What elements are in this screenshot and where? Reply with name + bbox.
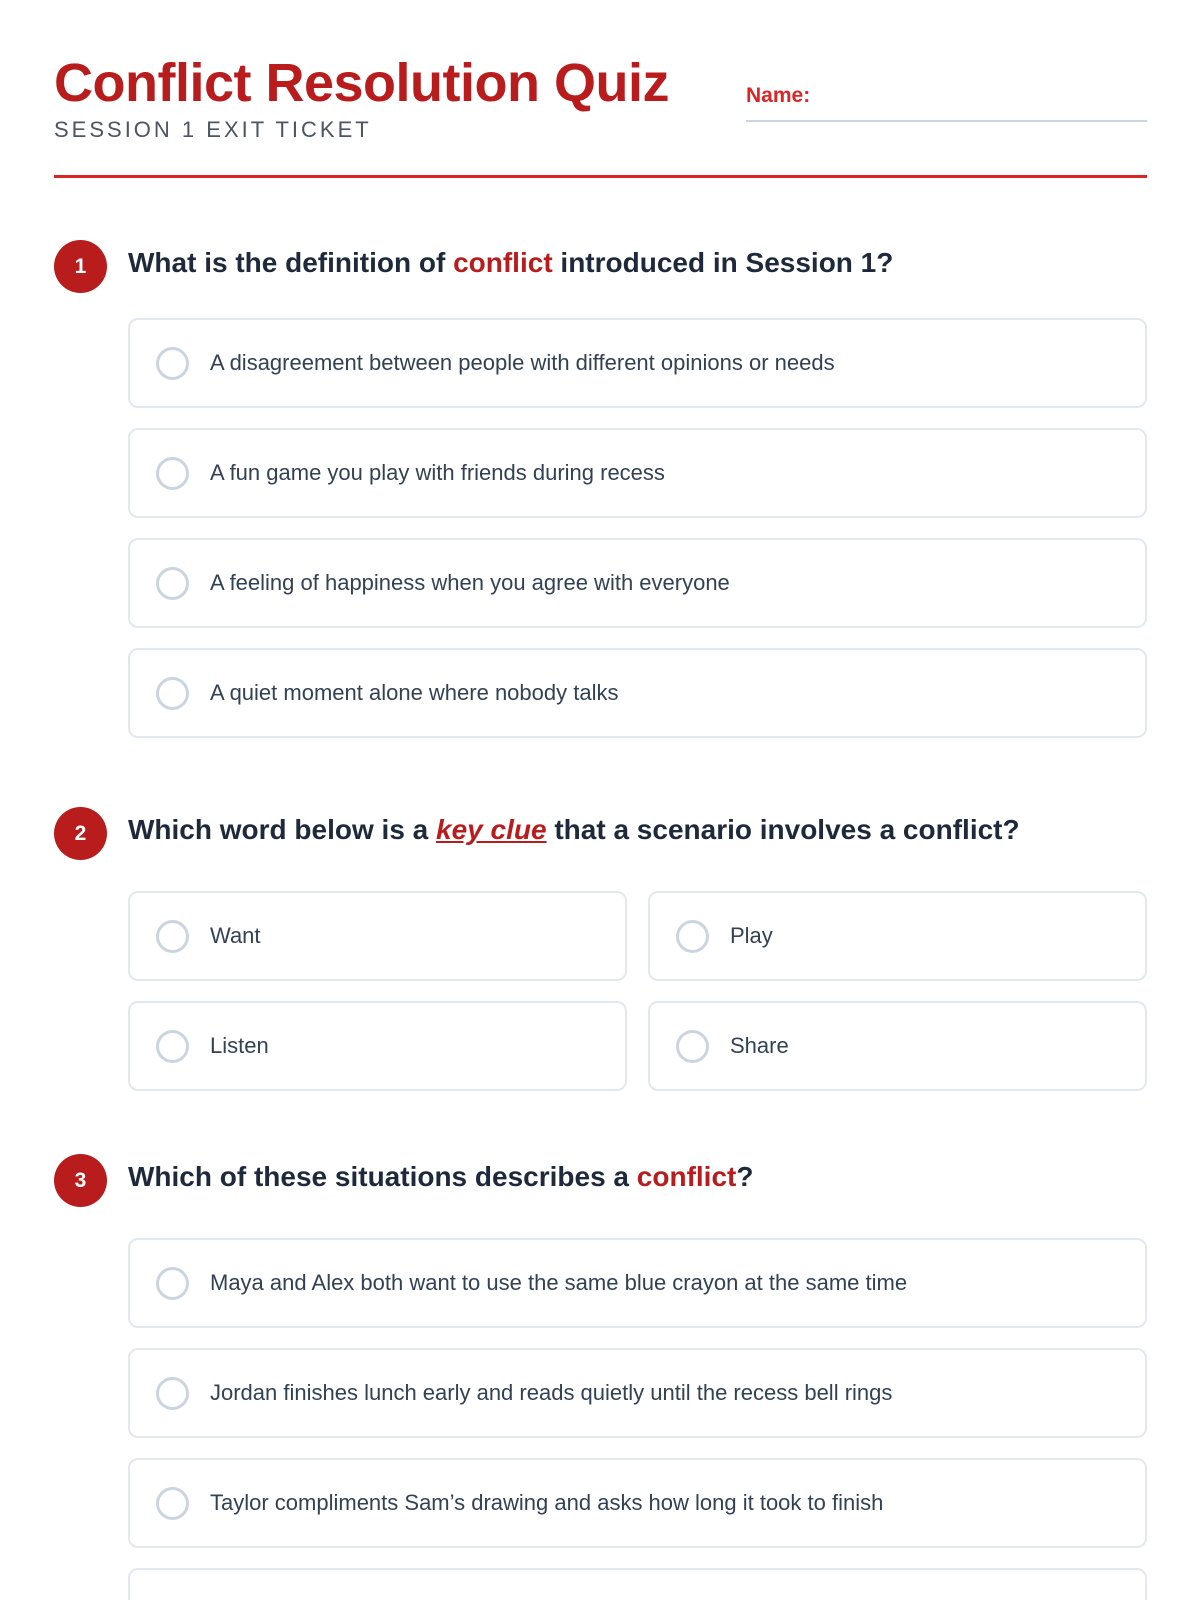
answer-option[interactable]	[128, 1238, 1147, 1328]
radio-button[interactable]	[676, 920, 709, 953]
radio-button[interactable]	[156, 347, 189, 380]
radio-button[interactable]	[156, 1267, 189, 1300]
page-subtitle: SESSION 1 EXIT TICKET	[54, 117, 372, 142]
radio-button[interactable]	[156, 567, 189, 600]
page-title: Conflict Resolution Quiz	[54, 53, 669, 113]
question-keyword: conflict	[636, 1161, 737, 1192]
name-field[interactable]	[746, 82, 1147, 122]
answer-option[interactable]	[128, 1348, 1147, 1438]
question-number-badge: 3	[54, 1154, 107, 1207]
name-label: Name:	[746, 84, 811, 107]
answer-option[interactable]	[128, 1568, 1147, 1600]
question-text: Which word below is a key clue that a scenario involves a conflict?	[128, 814, 1020, 845]
answer-label: A fun game you play with friends during recess	[210, 460, 665, 485]
answer-option[interactable]	[128, 538, 1147, 628]
radio-button[interactable]	[676, 1030, 709, 1063]
answer-label: A feeling of happiness when you agree with everyone	[210, 570, 730, 595]
radio-button[interactable]	[156, 1377, 189, 1410]
answer-label: A quiet moment alone where nobody talks	[210, 680, 619, 705]
radio-button[interactable]	[156, 1030, 189, 1063]
question-1	[54, 240, 1147, 705]
question-header	[54, 807, 1147, 863]
radio-button[interactable]	[156, 457, 189, 490]
answer-option[interactable]	[128, 318, 1147, 408]
answer-label: A disagreement between people with different opinions or needs	[210, 350, 835, 375]
question-number-badge: 1	[54, 240, 107, 293]
question-2	[54, 807, 1147, 1058]
answer-option[interactable]	[128, 1001, 627, 1091]
quiz-page	[54, 0, 1147, 1515]
quiz-header	[54, 0, 1147, 178]
question-3	[54, 1154, 1147, 1515]
question-keyword: conflict	[453, 247, 553, 278]
radio-button[interactable]	[156, 677, 189, 710]
answer-label: Play	[730, 923, 773, 948]
answer-option[interactable]	[648, 891, 1147, 981]
question-number-badge: 2	[54, 807, 107, 860]
answer-option[interactable]	[128, 428, 1147, 518]
question-keyword: key clue	[436, 814, 547, 845]
radio-button[interactable]	[156, 1487, 189, 1520]
radio-button[interactable]	[156, 920, 189, 953]
answer-option[interactable]	[128, 648, 1147, 738]
answer-option[interactable]	[648, 1001, 1147, 1091]
answer-label: Jordan finishes lunch early and reads quietly until the recess bell rings	[210, 1380, 893, 1405]
answer-label: Maya and Alex both want to use the same blue crayon at the same time	[210, 1270, 908, 1295]
answer-label: Listen	[210, 1033, 269, 1058]
answer-label: Share	[730, 1033, 789, 1058]
question-header	[54, 240, 1147, 296]
answer-option[interactable]	[128, 1458, 1147, 1548]
question-header	[54, 1154, 1147, 1210]
answer-option[interactable]	[128, 891, 627, 981]
answer-label: Taylor compliments Sam’s drawing and asks how long it took to finish	[210, 1490, 884, 1515]
answer-label: Want	[210, 923, 261, 948]
question-text: What is the definition of conflict introduced in Session 1?	[128, 247, 894, 278]
question-text: Which of these situations describes a conflict?	[128, 1161, 754, 1192]
